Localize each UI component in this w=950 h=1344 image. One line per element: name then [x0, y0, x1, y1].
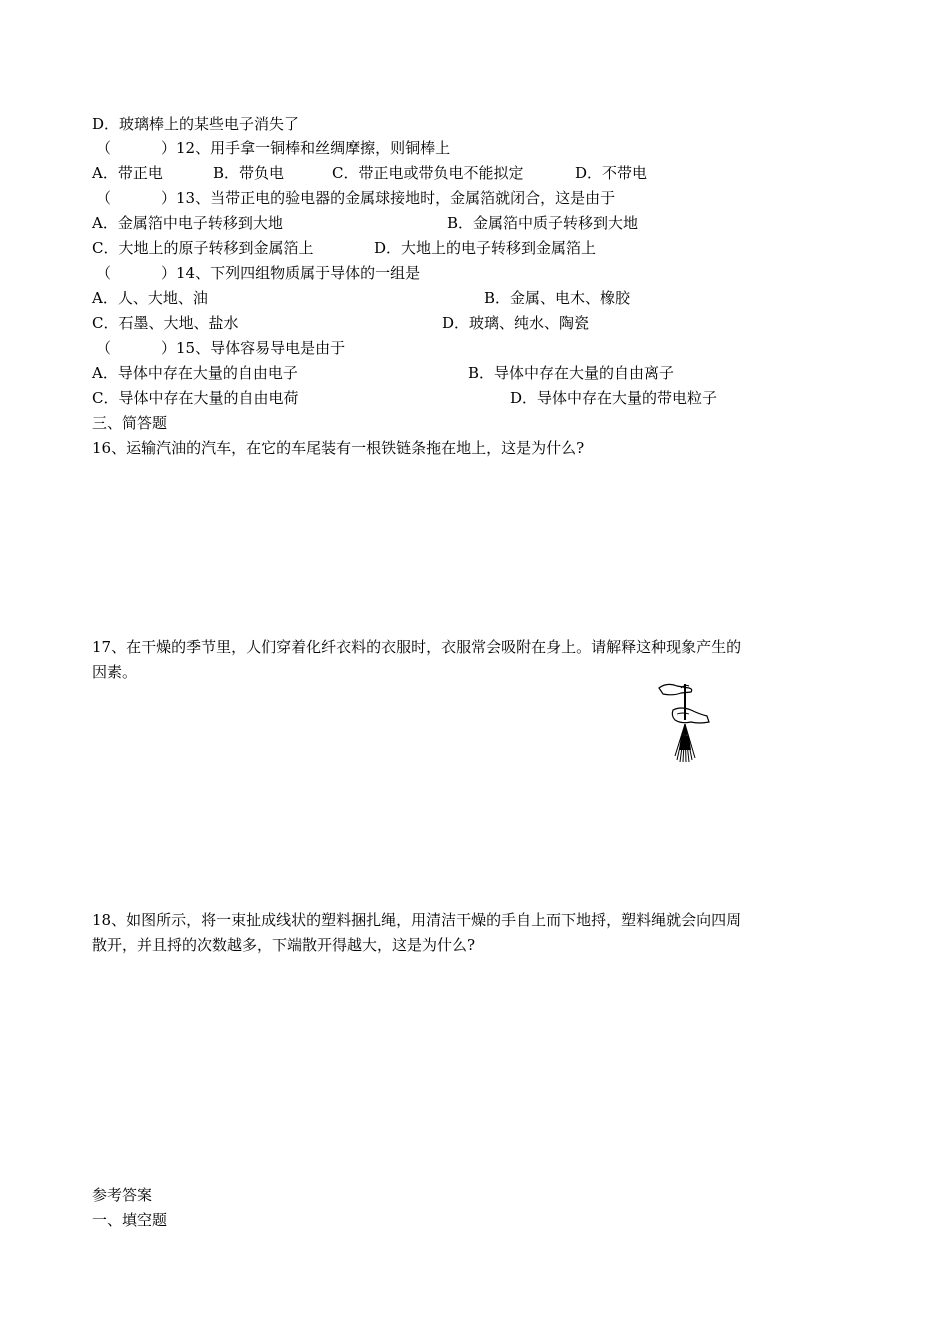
q12-option-b: B．带负电: [213, 164, 285, 182]
q13-option-a: A．金属箔中电子转移到大地: [92, 214, 283, 232]
q14-paren-open: （: [96, 264, 112, 282]
q13-option-d: D．大地上的电子转移到金属箔上: [374, 239, 597, 257]
q15-option-d: D．导体中存在大量的带电粒子: [510, 389, 718, 407]
q13-option-b: B．金属箔中质子转移到大地: [447, 214, 639, 232]
q17-line-1: 17、在干燥的季节里，人们穿着化纤衣料的衣服时，衣服常会吸附在身上。请解释这种现象产生的: [92, 638, 742, 656]
answers-title: 参考答案: [92, 1186, 153, 1204]
q13-option-c: C．大地上的原子转移到金属箔上: [92, 239, 314, 257]
q12-option-c: C．带正电或带负电不能拟定: [332, 164, 524, 182]
q18-line-1: 18、如图所示，将一束扯成线状的塑料捆扎绳，用清洁干燥的手自上而下地捋，塑料绳就会向四周: [92, 911, 742, 929]
q12-stem: ）12、用手拿一铜棒和丝绸摩擦，则铜棒上: [161, 139, 451, 157]
q14-option-c: C．石墨、大地、盐水: [92, 314, 239, 332]
section-3-title: 三、简答题: [92, 414, 168, 432]
q15-option-b: B．导体中存在大量的自由离子: [468, 364, 675, 382]
q17-line-2: 因素。: [92, 663, 138, 681]
q13-paren-open: （: [96, 189, 112, 207]
q12-option-a: A．带正电: [92, 164, 163, 182]
q18-line-2: 散开，并且捋的次数越多，下端散开得越大，这是为什么?: [92, 936, 476, 954]
q14-option-b: B．金属、电木、橡胶: [484, 289, 631, 307]
q11-option-d: D．玻璃棒上的某些电子消失了: [92, 115, 300, 133]
q15-option-c: C．导体中存在大量的自由电荷: [92, 389, 299, 407]
q14-stem: ）14、下列四组物质属于导体的一组是: [161, 264, 421, 282]
q15-option-a: A．导体中存在大量的自由电子: [92, 364, 298, 382]
q16-text: 16、运输汽油的汽车，在它的车尾装有一根铁链条拖在地上，这是为什么?: [92, 439, 585, 457]
q14-option-d: D．玻璃、纯水、陶瓷: [442, 314, 590, 332]
q15-paren-open: （: [96, 339, 112, 357]
answers-section-1-title: 一、填空题: [92, 1211, 168, 1229]
q13-stem: ）13、当带正电的验电器的金属球接地时，金属箔就闭合，这是由于: [161, 189, 616, 207]
q14-option-a: A．人、大地、油: [92, 289, 208, 307]
q12-paren-open: （: [96, 139, 112, 157]
hand-stroking-plastic-strands-illustration: [655, 680, 715, 764]
q15-stem: ）15、导体容易导电是由于: [161, 339, 346, 357]
q12-option-d: D．不带电: [575, 164, 648, 182]
